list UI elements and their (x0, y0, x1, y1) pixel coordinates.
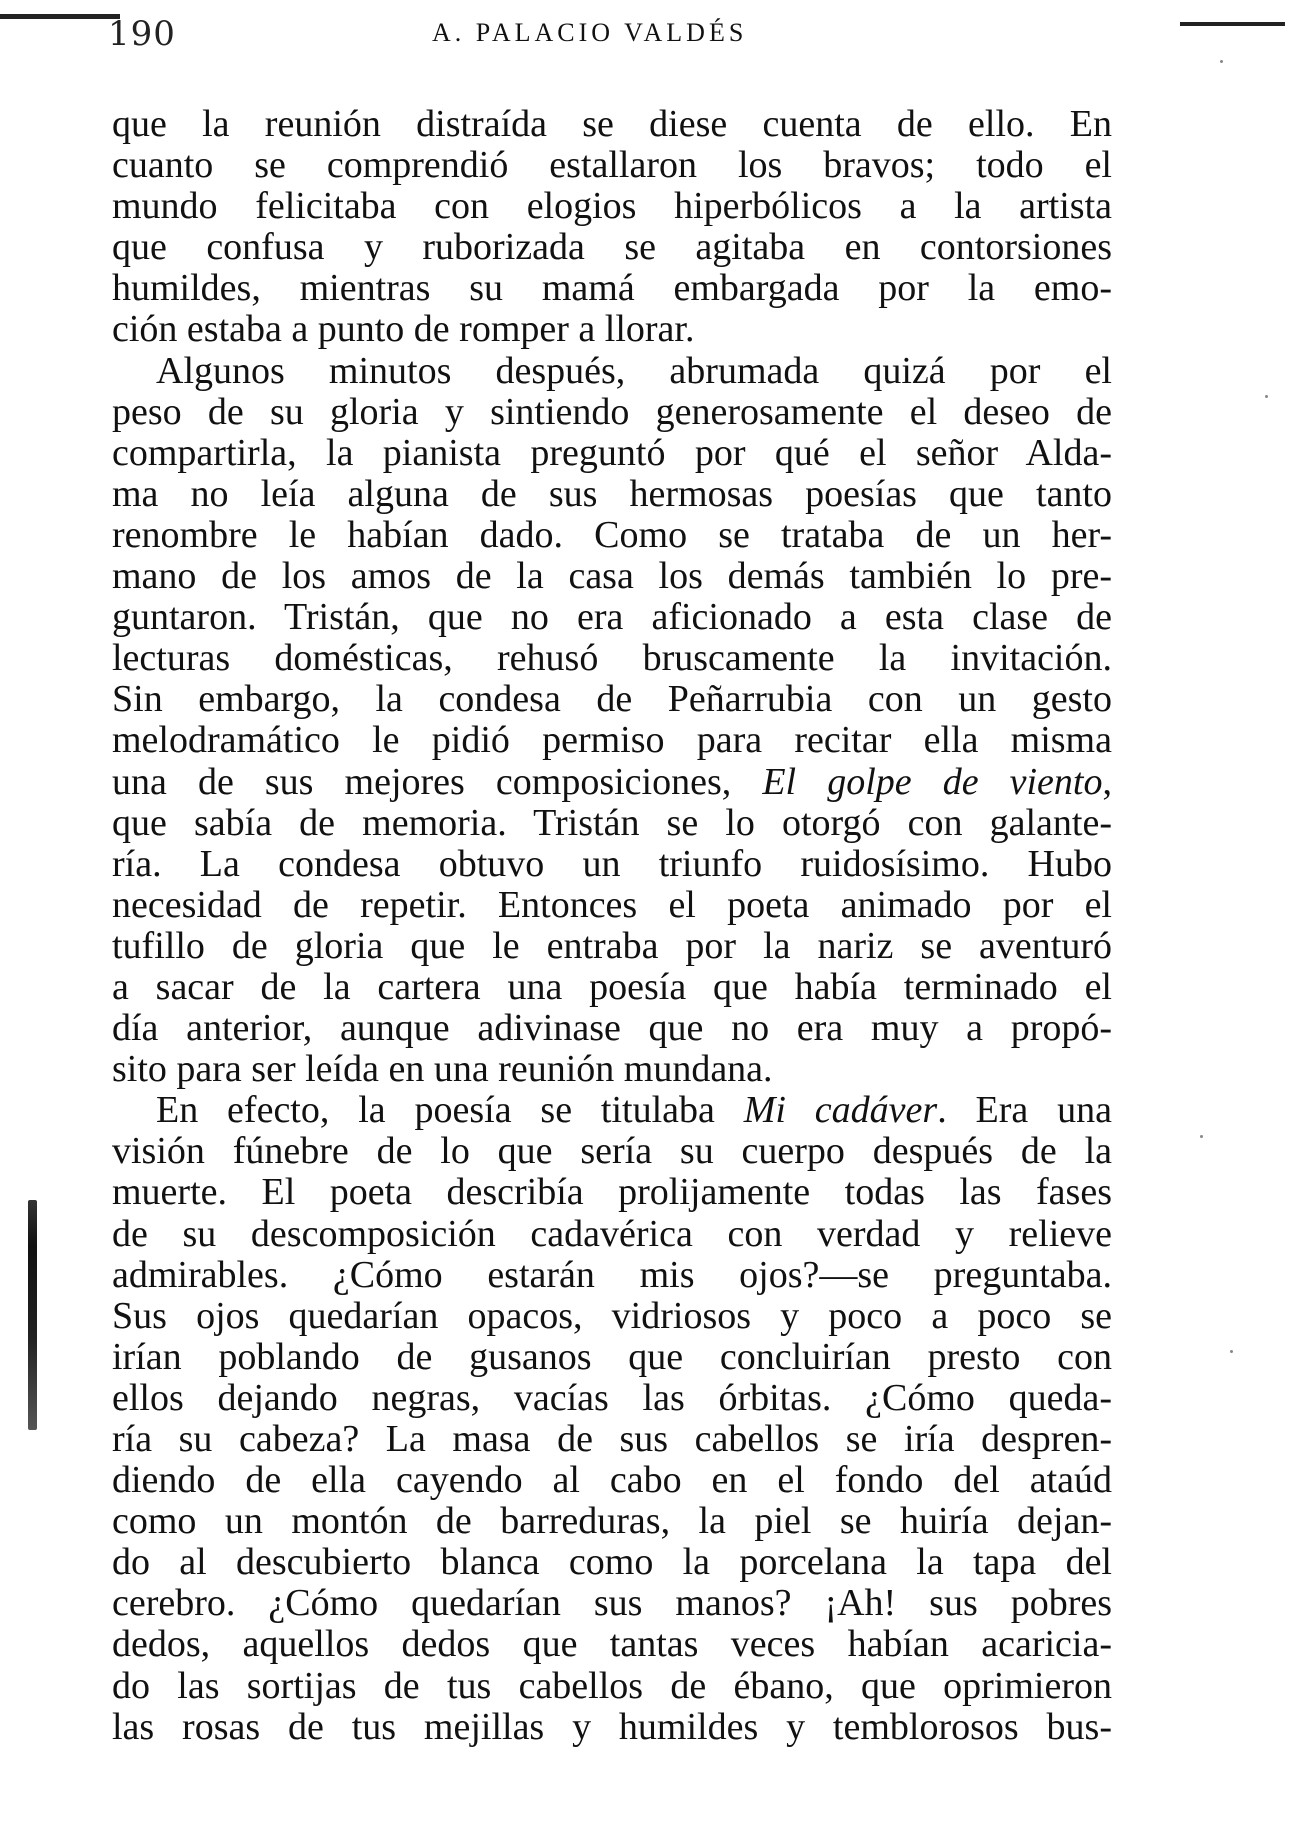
text-line: dedos, aquellos dedos que tantas veces habían acaricia- (112, 1623, 1112, 1666)
text-line: de su descomposición cadavérica con verdad y relieve (112, 1212, 1112, 1255)
scan-artifact-dot (1230, 1350, 1233, 1353)
text-line: ma no leía alguna de sus hermosas poesías que tanto (112, 472, 1112, 515)
text-line: mundo felicitaba con elogios hiperbólicos a la artista (112, 185, 1112, 228)
text-line: compartirla, la pianista preguntó por qué el señor Alda- (112, 431, 1112, 474)
text-line: que confusa y ruborizada se agitaba en contorsiones (112, 226, 1112, 269)
scan-artifact-dot (1220, 60, 1223, 63)
text-line: Sus ojos quedarían opacos, vidriosos y poco a poco se (112, 1294, 1112, 1337)
line-text: . Era una (937, 1089, 1112, 1132)
line-text: , (1102, 760, 1112, 803)
text-line: día anterior, aunque adivinase que no era muy a propó- (112, 1007, 1112, 1050)
body-text (112, 104, 1112, 1748)
text-line: humildes, mientras su mamá embargada por la emo- (112, 267, 1112, 310)
text-line: peso de su gloria y sintiendo generosamente el deseo de (112, 390, 1112, 433)
text-line: las rosas de tus mejillas y humildes y temblorosos bus- (112, 1705, 1112, 1748)
text-line: muerte. El poeta describía prolijamente todas las fases (112, 1171, 1112, 1214)
text-line: que sabía de memoria. Tristán se lo otorgó con galante- (112, 801, 1112, 844)
work-title: Mi cadáver (743, 1089, 938, 1132)
scan-artifact-dot (1200, 1135, 1203, 1138)
scan-artifact-bar (28, 1200, 37, 1430)
text-line: lecturas domésticas, rehusó bruscamente la invitación. (112, 637, 1112, 680)
text-line (112, 762, 1112, 803)
running-head: A. PALACIO VALDÉS (432, 18, 748, 47)
header-rule-left (0, 14, 120, 19)
text-line: renombre le habían dado. Como se trataba de un her- (112, 513, 1112, 556)
text-line: Sin embargo, la condesa de Peñarrubia con un gesto (112, 678, 1112, 721)
text-line: a sacar de la cartera una poesía que había terminado el (112, 965, 1112, 1008)
text-line: guntaron. Tristán, que no era aficionado a esta clase de (112, 596, 1112, 639)
text-line: irían poblando de gusanos que concluirían presto con (112, 1335, 1112, 1378)
text-line: admirables. ¿Cómo estarán mis ojos?—se preguntaba. (112, 1253, 1112, 1296)
text-line: necesidad de repetir. Entonces el poeta animado por el (112, 883, 1112, 926)
text-line: sito para ser leída en una reunión mundana. (112, 1048, 773, 1091)
text-line (112, 1090, 1112, 1131)
text-line: diendo de ella cayendo al cabo en el fondo del ataúd (112, 1459, 1112, 1502)
scan-artifact-dot (1265, 395, 1268, 398)
text-line: do las sortijas de tus cabellos de ébano, que oprimieron (112, 1664, 1112, 1707)
text-line: do al descubierto blanca como la porcelana la tapa del (112, 1541, 1112, 1584)
text-line: cerebro. ¿Cómo quedarían sus manos? ¡Ah! sus pobres (112, 1582, 1112, 1625)
text-line: ría su cabeza? La masa de sus cabellos se iría despren- (112, 1418, 1112, 1460)
text-line: que la reunión distraída se diese cuenta de ello. En (112, 103, 1112, 145)
page-number: 190 (108, 14, 176, 54)
text-line: como un montón de barreduras, la piel se huiría dejan- (112, 1500, 1112, 1543)
text-line: tufillo de gloria que le entraba por la nariz se aventuró (112, 924, 1112, 967)
text-line: visión fúnebre de lo que sería su cuerpo después de la (112, 1130, 1112, 1173)
line-text: una de sus mejores composiciones, (112, 760, 763, 803)
header-rule-right (1180, 22, 1285, 26)
text-line: ría. La condesa obtuvo un triunfo ruidosísimo. Hubo (112, 842, 1112, 885)
work-title: El golpe de viento (762, 760, 1103, 803)
text-line: ción estaba a punto de romper a llorar. (112, 308, 695, 351)
line-text: En efecto, la poesía se titulaba (156, 1089, 744, 1132)
text-line: mano de los amos de la casa los demás también lo pre- (112, 555, 1112, 598)
text-line: ellos dejando negras, vacías las órbitas. ¿Cómo queda- (112, 1376, 1112, 1419)
text-line: Algunos minutos después, abrumada quizá por el (156, 349, 1112, 392)
text-line: melodramático le pidió permiso para recitar ella misma (112, 719, 1112, 762)
text-line: cuanto se comprendió estallaron los bravos; todo el (112, 144, 1112, 187)
